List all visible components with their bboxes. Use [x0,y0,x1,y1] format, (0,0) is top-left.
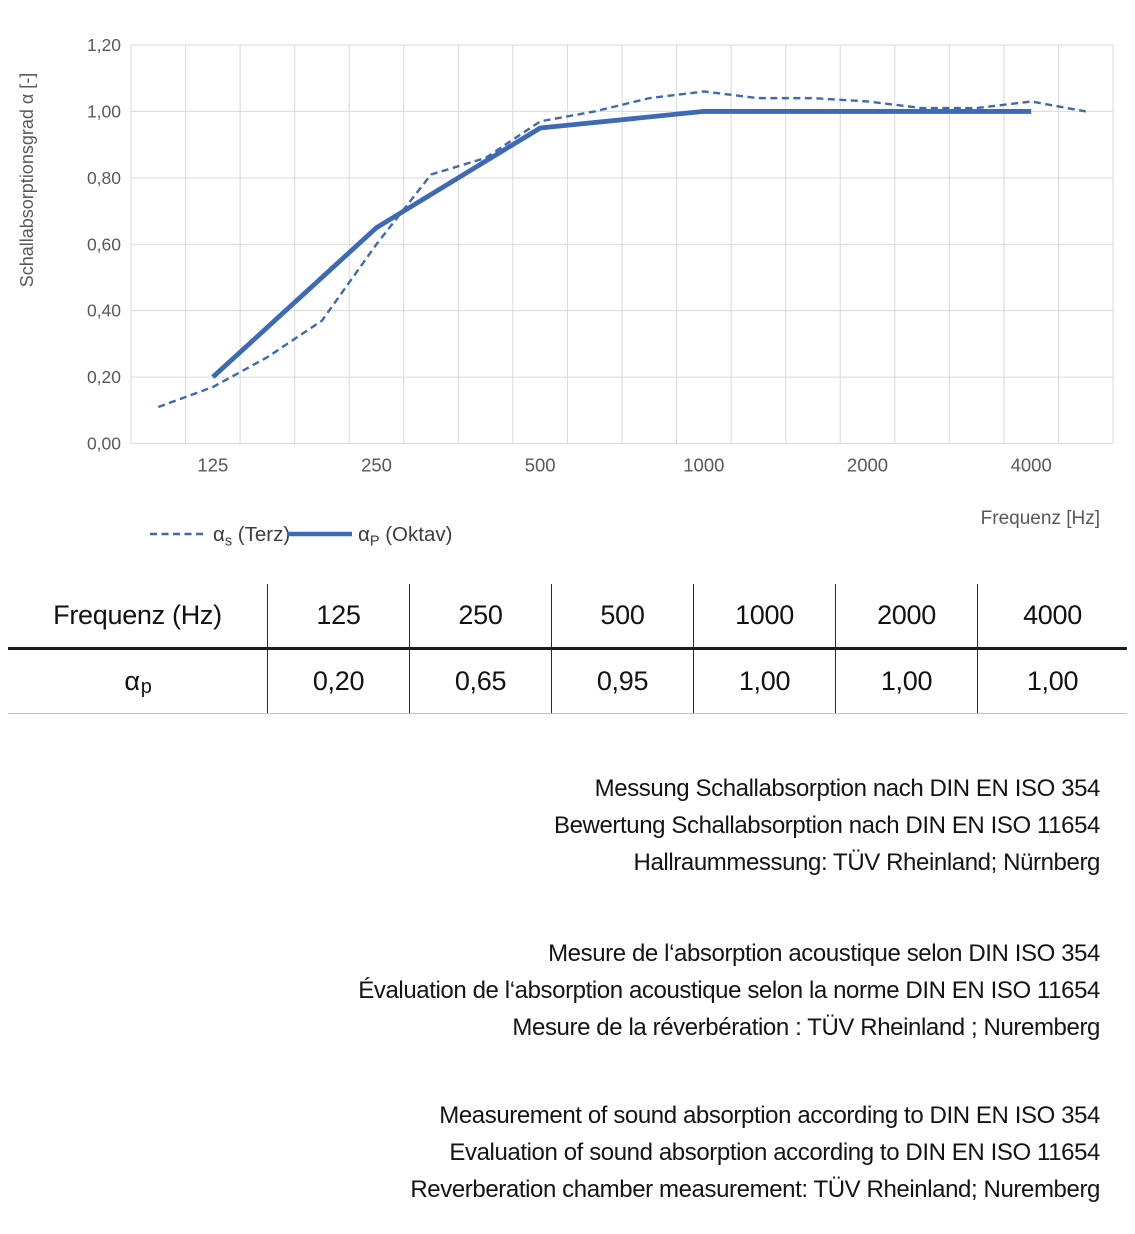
note-line: Hallraummessung: TÜV Rheinland; Nürnberg [633,849,1100,876]
absorption-chart [0,0,1135,560]
y-tick-label: 1,20 [86,35,121,55]
note-line: Reverberation chamber measurement: TÜV Rheinland; Nuremberg [410,1176,1100,1203]
table-header-frequency: Frequenz (Hz) [8,584,268,647]
x-tick-label: 2000 [846,454,889,476]
y-tick-label: 0,20 [86,367,121,388]
y-tick-label: 0,60 [86,234,121,255]
x-tick-label: 500 [524,454,556,476]
table-row-label-alpha-p: α $_p$ [8,650,268,713]
note-line: Bewertung Schallabsorption nach DIN EN ISO 11654 [553,812,1100,839]
x-axis-title: Frequenz [Hz] [980,508,1100,529]
x-tick-label: 125 [197,454,229,476]
legend-item-label: $\alpha_P$ (Oktav) [358,523,453,550]
x-tick-label: 1000 [683,454,725,476]
table-value-row [8,650,1127,714]
table-header-row [8,584,1127,650]
table-value-cell: 1,00 [1026,666,1079,696]
table-value-cell: 0,65 [410,650,552,713]
note-english [0,1097,1100,1208]
note-line: Evaluation of sound absorption according to DIN EN ISO 11654 [449,1139,1100,1166]
y-tick-label: 1,00 [86,101,121,122]
note-line: Mesure de l‘absorption acoustique selon DIN ISO 354 [548,940,1100,967]
note-line: Évaluation de l‘absorption acoustique selon la norme DIN EN ISO 11654 [358,977,1100,1004]
y-tick-label: 0,40 [86,300,121,321]
legend-item-label: $\alpha_s$ (Terz) [213,523,291,550]
note-french [0,935,1100,1046]
note-line: Measurement of sound absorption according to DIN EN ISO 354 [439,1102,1100,1129]
table-value-cell: 0,95 [552,650,694,713]
y-axis-title: Schallabsorptionsgrad α [-] [17,72,37,288]
absorption-table [8,584,1127,714]
table-value-cell: 1,00 [836,650,978,713]
table-value-cell: 1,00 [694,650,836,713]
note-line: Mesure de la réverbération : TÜV Rheinland ; Nuremberg [512,1014,1100,1041]
table-header-250: 250 [410,584,552,647]
table-header-4000: 4000 [1023,600,1082,630]
note-line: Messung Schallabsorption nach DIN EN ISO 354 [594,775,1100,802]
table-value-cell: 0,20 [268,650,410,713]
y-tick-label: 0,80 [86,167,121,188]
table-header-1000: 1000 [694,584,836,647]
x-tick-label: 250 [361,454,392,476]
note-german [0,770,1100,881]
x-tick-label: 4000 [1010,454,1052,476]
table-header-125: 125 [268,584,410,647]
y-tick-label: 0,00 [86,433,121,454]
table-header-2000: 2000 [836,584,978,647]
table-header-500: 500 [552,584,694,647]
